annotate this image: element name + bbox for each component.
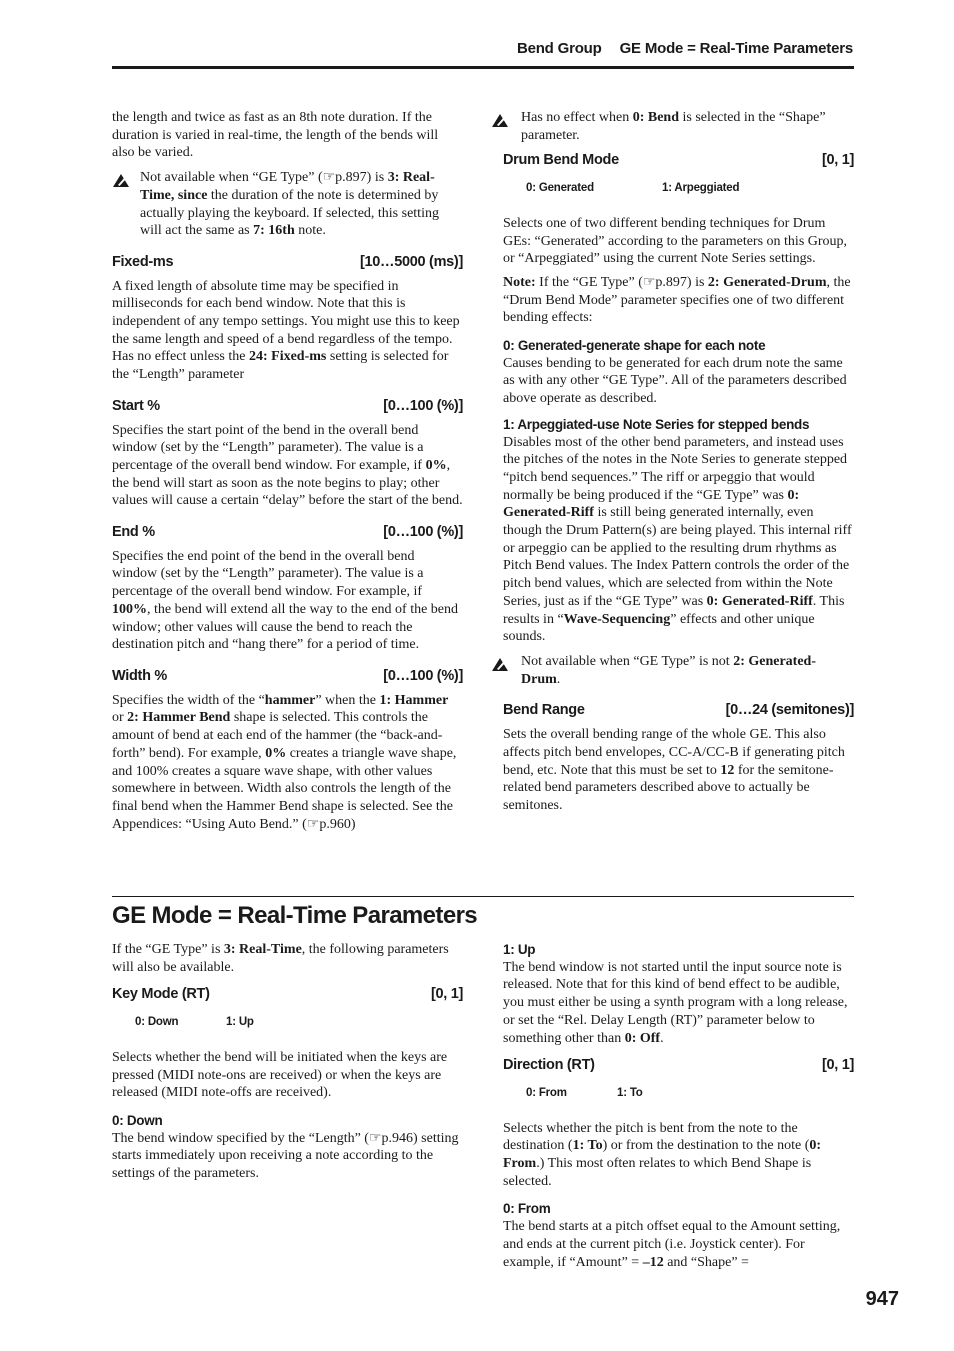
- sub-desc: [503, 1218, 854, 1271]
- desc-bold: 2: Hammer Bend: [127, 710, 231, 726]
- desc-text: If the “GE Type” (☞p.897) is: [535, 274, 708, 290]
- option-0: 0: Generated: [526, 182, 594, 195]
- desc-text: Specifies the start point of the bend in the overall bend window (set by the “Length” parameter). The value is a percentage of the overall bend window. For example, if: [112, 422, 426, 473]
- warning-pen-icon: [491, 109, 521, 144]
- option-1: 1: To: [617, 1086, 643, 1099]
- desc-text: shape is selected. This controls the amount of bend at each end of the hammer (the “back-and-forth” bend). For example,: [112, 710, 443, 761]
- section-intro: [112, 941, 463, 976]
- param-direction: [503, 1057, 854, 1075]
- desc-bold: 1: Hammer: [379, 692, 449, 708]
- param-range: [0…100 (%)]: [383, 524, 463, 541]
- option-list: [135, 1014, 463, 1032]
- subheading-from: 0: From: [503, 1201, 551, 1217]
- intro-text: the length and twice as fast as an 8th note duration. If the duration is varied in real-time, the length of the bends will also be varied.: [112, 110, 439, 161]
- sub-desc: [503, 959, 854, 1048]
- desc-bold: 3: Real-Time: [223, 942, 302, 957]
- param-bend-range: [503, 702, 854, 720]
- option-0: 0: From: [526, 1086, 567, 1099]
- note-text: .: [556, 671, 561, 687]
- note-bold: 2: Generated-Drum: [521, 653, 817, 687]
- param-desc: [112, 278, 463, 384]
- note-text: the duration of the note is determined by actually playing the keyboard. If selected, this setting will act the same as: [140, 187, 439, 239]
- header-title: GE Mode = Real-Time Parameters: [619, 40, 853, 57]
- section-left-column: [112, 941, 463, 1183]
- option-list: [526, 1085, 854, 1103]
- param-desc: [503, 726, 854, 815]
- note-block: [112, 169, 463, 240]
- warning-pen-icon: [112, 169, 140, 240]
- section-right-column: [503, 941, 854, 1271]
- subheading-arpeggiated: 1: Arpeggiated-use Note Series for stepped bends: [503, 416, 810, 432]
- param-range: [10…5000 (ms)]: [360, 253, 463, 270]
- desc-text: The bend window is not started until the input source note is released. Note that for this kind of bend effect to be audible, you must either be using a synth program with a long release, or set the “Rel. Delay Length (RT)” parameter below to something other than: [503, 959, 848, 1046]
- param-desc: [503, 1120, 854, 1191]
- option-1: 1: Arpeggiated: [662, 182, 740, 195]
- desc-bold: 0%: [265, 745, 287, 761]
- param-desc: Selects one of two different bending techniques for Drum GEs: “Generated” according to the parameters on this Group, or “Arpeggiated” using the current Note Series settings.: [503, 215, 848, 267]
- desc-bold: 1: To: [572, 1138, 603, 1154]
- subheading-up: 1: Up: [503, 942, 536, 957]
- desc-text: Selects whether the pitch is bent from the note to the destination (: [503, 1120, 798, 1154]
- desc-text: , the bend will extend all the way to the end of the bend window; other values will cause the bend to reach the destination pitch and “hang there” for a period of time.: [112, 601, 459, 653]
- note-bold: 0: Bend: [632, 110, 679, 125]
- desc-text: creates a triangle wave shape, and 100% creates a square wave shape, with other values somewhere in between. Width also controls the length of the final bend when the Hammer Bend shape is selected. See the Appendices: “Using Auto Bend.” (☞p.960): [112, 745, 457, 832]
- desc-text: .: [660, 1030, 664, 1046]
- desc-bold: 0: From: [503, 1138, 822, 1172]
- warning-pen-icon: [491, 653, 521, 688]
- note-text: Not available when “GE Type” (☞p.897) is: [140, 170, 388, 186]
- desc-text: .) This most often relates to which Bend Shape is selected.: [503, 1156, 812, 1189]
- param-fixed-ms: [112, 254, 463, 272]
- desc-text: , the “Drum Bend Mode” parameter specifies one of two different bending effects:: [503, 274, 851, 326]
- option-0: 0: Down: [135, 1016, 179, 1029]
- sub-desc: Causes bending to be generated for each drum note the same as with any other “GE Type”. All of the parameters described above operate as described.: [503, 355, 847, 407]
- param-name: Bend Range: [503, 702, 585, 719]
- option-1: 1: Up: [226, 1016, 254, 1029]
- desc-text: setting is selected for the “Length” parameter: [112, 349, 449, 383]
- subheading-down: 0: Down: [112, 1112, 163, 1128]
- note-block: [503, 109, 854, 144]
- desc-bold: 12: [720, 762, 735, 778]
- param-range: [0, 1]: [821, 152, 854, 169]
- desc-bold: Wave-Sequencing: [563, 611, 671, 627]
- note-block: [503, 653, 854, 688]
- param-name: End %: [112, 524, 155, 541]
- desc-text: for the semitone-related bend parameters described above to actually be semitones.: [503, 762, 834, 813]
- param-key-mode: [112, 986, 463, 1004]
- subheading-generated: 0: Generated-generate shape for each note: [503, 338, 766, 354]
- param-range: [0, 1]: [821, 1057, 854, 1074]
- desc-text: ” when the: [315, 692, 380, 708]
- sub-desc: [503, 434, 854, 646]
- param-start: [112, 398, 463, 416]
- param-desc: [112, 692, 463, 834]
- desc-text: ” effects and other unique sounds.: [503, 611, 815, 645]
- param-name: Drum Bend Mode: [503, 152, 619, 169]
- option-list: [526, 180, 854, 198]
- desc-bold: 0: Generated-Riff: [706, 593, 813, 609]
- param-width: [112, 668, 463, 686]
- param-range: [0…100 (%)]: [383, 667, 463, 684]
- desc-text: Specifies the width of the “: [112, 692, 265, 708]
- header-rule: [112, 66, 854, 69]
- param-desc: [112, 548, 463, 654]
- desc-text: The bend starts at a pitch offset equal to the Amount setting, and ends at the current pitch (i.e. Joystick center). For example, if “Amount” =: [503, 1219, 841, 1270]
- param-range: [0…100 (%)]: [383, 397, 463, 414]
- header-group: Bend Group: [516, 40, 602, 57]
- desc-text: Sets the overall bending range of the whole GE. This also affects pitch bend envelopes, CC-A/CC-B if generating pitch bend, etc. Note that this must be set to: [503, 727, 845, 778]
- param-desc: Selects whether the bend will be initiated when the keys are pressed (MIDI note-ons are received) or when the keys are released (MIDI note-offs are received).: [112, 1049, 448, 1101]
- param-range: [0…24 (semitones)]: [725, 702, 854, 719]
- note-text: note.: [294, 223, 326, 239]
- param-note: [503, 274, 854, 327]
- param-drum-bend-mode: [503, 152, 854, 170]
- running-header: [503, 40, 853, 57]
- desc-bold: –12: [642, 1254, 664, 1270]
- param-desc: [112, 422, 463, 511]
- param-name: Fixed-ms: [112, 253, 174, 270]
- note-text: is selected in the “Shape” parameter.: [521, 110, 826, 143]
- desc-bold: 0%: [425, 457, 447, 473]
- param-name: Width %: [112, 667, 167, 684]
- desc-bold: Note:: [503, 274, 536, 290]
- desc-text: Specifies the end point of the bend in the overall bend window (set by the “Length” parameter). The value is a percentage of the overall bend window. For example, if: [112, 548, 424, 600]
- desc-text: ) or from the destination to the note (: [602, 1138, 810, 1154]
- note-bold: 3: Real-Time, since: [140, 170, 435, 203]
- param-range: [0, 1]: [430, 986, 463, 1003]
- desc-text: or: [112, 710, 128, 726]
- desc-bold: 24: Fixed-ms: [248, 349, 327, 365]
- desc-bold: 0: Generated-Riff: [503, 487, 800, 521]
- sub-desc: The bend window specified by the “Length” (☞p.946) setting starts immediately upon receiving a note according to the settings of the parameters.: [112, 1130, 459, 1182]
- note-text: Has no effect when: [521, 110, 633, 125]
- desc-bold: 0: Off: [624, 1030, 661, 1046]
- desc-bold: 100%: [112, 601, 147, 617]
- param-name: Key Mode (RT): [112, 986, 210, 1003]
- param-name: Start %: [112, 397, 160, 414]
- desc-bold: 2: Generated-Drum: [707, 274, 827, 290]
- section-rule: [112, 896, 854, 897]
- desc-text: is still being generated internally, even though the Drum Pattern(s) are being played. This internal riff or arpeggio can be applied to the resulting drum rhythms as Pitch Bend values. The Index Pattern controls the order of the pitch bend values, which are selected from within the Note Series, just as if the “GE Type” was: [503, 505, 852, 609]
- left-column: [112, 109, 463, 833]
- desc-text: and “Shape” =: [663, 1254, 749, 1270]
- desc-text: , the following parameters will also be available.: [112, 942, 449, 975]
- right-column: [503, 109, 854, 815]
- desc-text: . This results in “: [503, 593, 845, 627]
- param-end: [112, 524, 463, 542]
- page-number: 947: [865, 1288, 899, 1310]
- note-bold: 7: 16th: [253, 223, 295, 239]
- note-text: Not available when “GE Type” is not: [521, 653, 734, 669]
- desc-text: If the “GE Type” is: [112, 942, 224, 957]
- desc-text: Disables most of the other bend parameters, and instead uses the pitches of the notes in the Note Series to generate stepped “pitch bend sequences.” The riff or arpeggio that would normally be being produced if the “GE Type” was: [503, 434, 848, 503]
- section-title: GE Mode = Real-Time Parameters: [112, 902, 478, 929]
- desc-text: A fixed length of absolute time may be specified in milliseconds for each bend window. Note that this is independent of any tempo settings. You might use this to keep the same length and speed of a bend regardless of the tempo. Has no effect unless the: [112, 278, 460, 365]
- param-name: Direction (RT): [503, 1057, 595, 1074]
- desc-bold: hammer: [264, 692, 316, 708]
- desc-text: , the bend will start as soon as the note begins to play; other values will cause a certain “delay” before the start of the bend.: [112, 457, 463, 509]
